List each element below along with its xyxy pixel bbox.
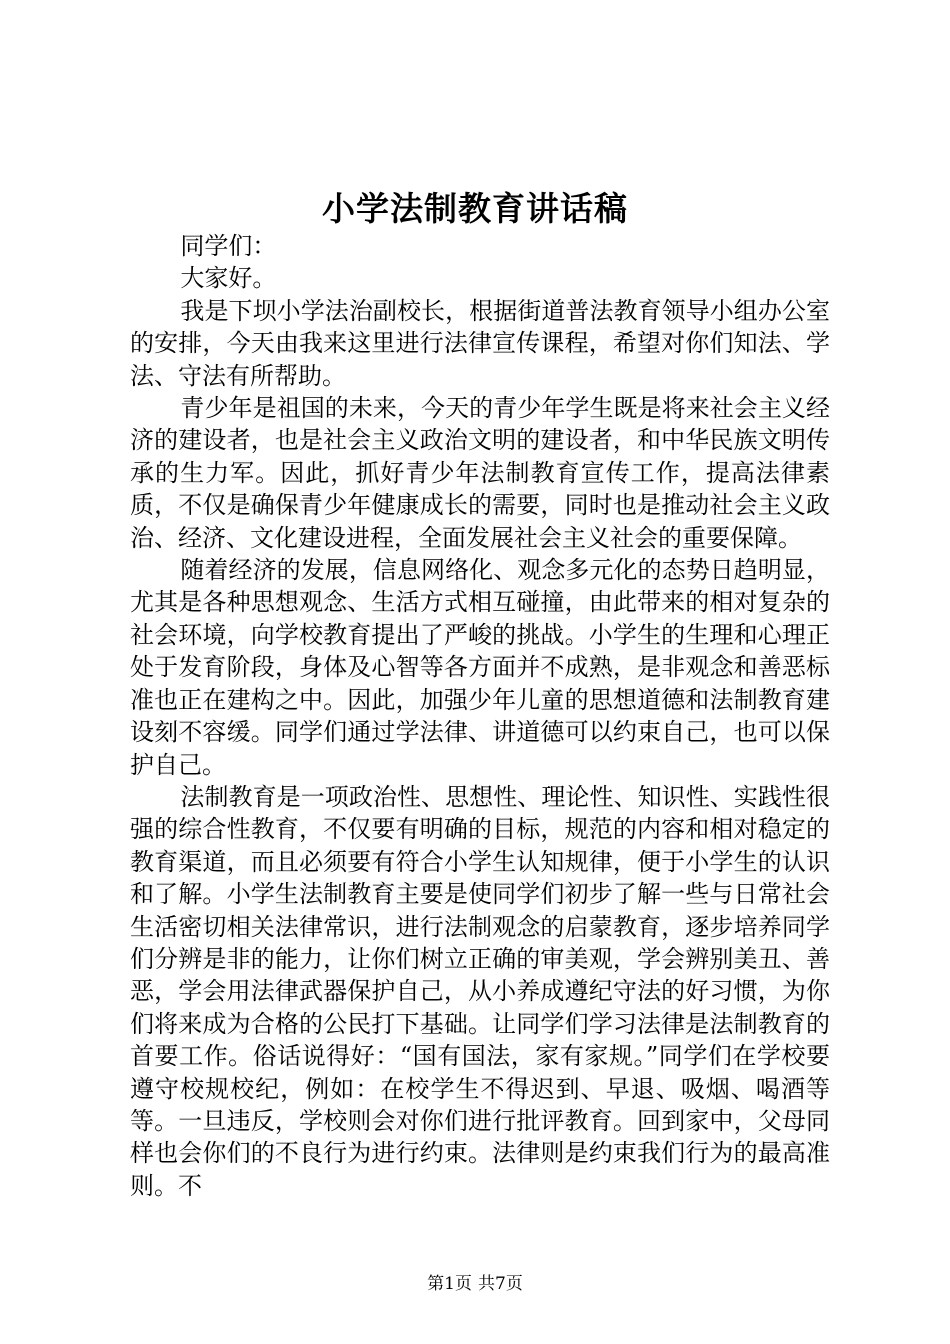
document-title: 小学法制教育讲话稿 [322, 189, 628, 228]
greeting-paragraph: 大家好。 [180, 264, 277, 293]
document-body [130, 230, 830, 1202]
page-footer [0, 1272, 950, 1296]
page-number: 第1页 [427, 1274, 472, 1294]
salutation-paragraph: 同学们： [180, 232, 277, 260]
body-paragraph: 我是下坝小学法治副校长，根据街道普法教育领导小组办公室的安排，今天由我来这里进行法律宣传课程，希望对你们知法、学法、守法有所帮助。 [130, 296, 830, 390]
body-paragraph: 青少年是祖国的未来，今天的青少年学生既是将来社会主义经济的建设者，也是社会主义政治文明的建设者，和中华民族文明传承的生力军。因此，抓好青少年法制教育宣传工作，提高法律素质，不仅是确保青少年健康成长的需要，同时也是推动社会主义政治、经济、文化建设进程，全面发展社会主义社会的重要保障。 [130, 394, 830, 552]
body-paragraph: 随着经济的发展，信息网络化、观念多元化的态势日趋明显，尤其是各种思想观念、生活方式相互碰撞，由此带来的相对复杂的社会环境，向学校教育提出了严峻的挑战。小学生的生理和心理正处于发育阶段，身体及心智等各方面并不成熟，是非观念和善恶标准也正在建构之中。因此，加强少年儿童的思想道德和法制教育建设刻不容缓。同学们通过学法律、讲道德可以约束自己，也可以保护自己。 [130, 556, 830, 779]
page-total: 共7页 [478, 1274, 523, 1294]
body-paragraph: 法制教育是一项政治性、思想性、理论性、知识性、实践性很强的综合性教育，不仅要有明确的目标，规范的内容和相对稳定的教育渠道，而且必须要有符合小学生认知规律，便于小学生的认识和了解。小学生法制教育主要是使同学们初步了解一些与日常社会生活密切相关法律常识，进行法制观念的启蒙教育，逐步培养同学们分辨是非的能力，让你们树立正确的审美观，学会辨别美丑、善恶，学会用法律武器保护自己，从小养成遵纪守法的好习惯，为你们将来成为合格的公民打下基础。让同学们学习法律是法制教育的首要工作。俗话说得好：“国有国法，家有家规。”同学们在学校要遵守校规校纪，例如：在校学生不得迟到、早退、吸烟、喝酒等等。一旦违反，学校则会对你们进行批评教育。回到家中，父母同样也会你们的不良行为进行约束。法律则是约束我们行为的最高准则。不 [130, 782, 830, 1200]
